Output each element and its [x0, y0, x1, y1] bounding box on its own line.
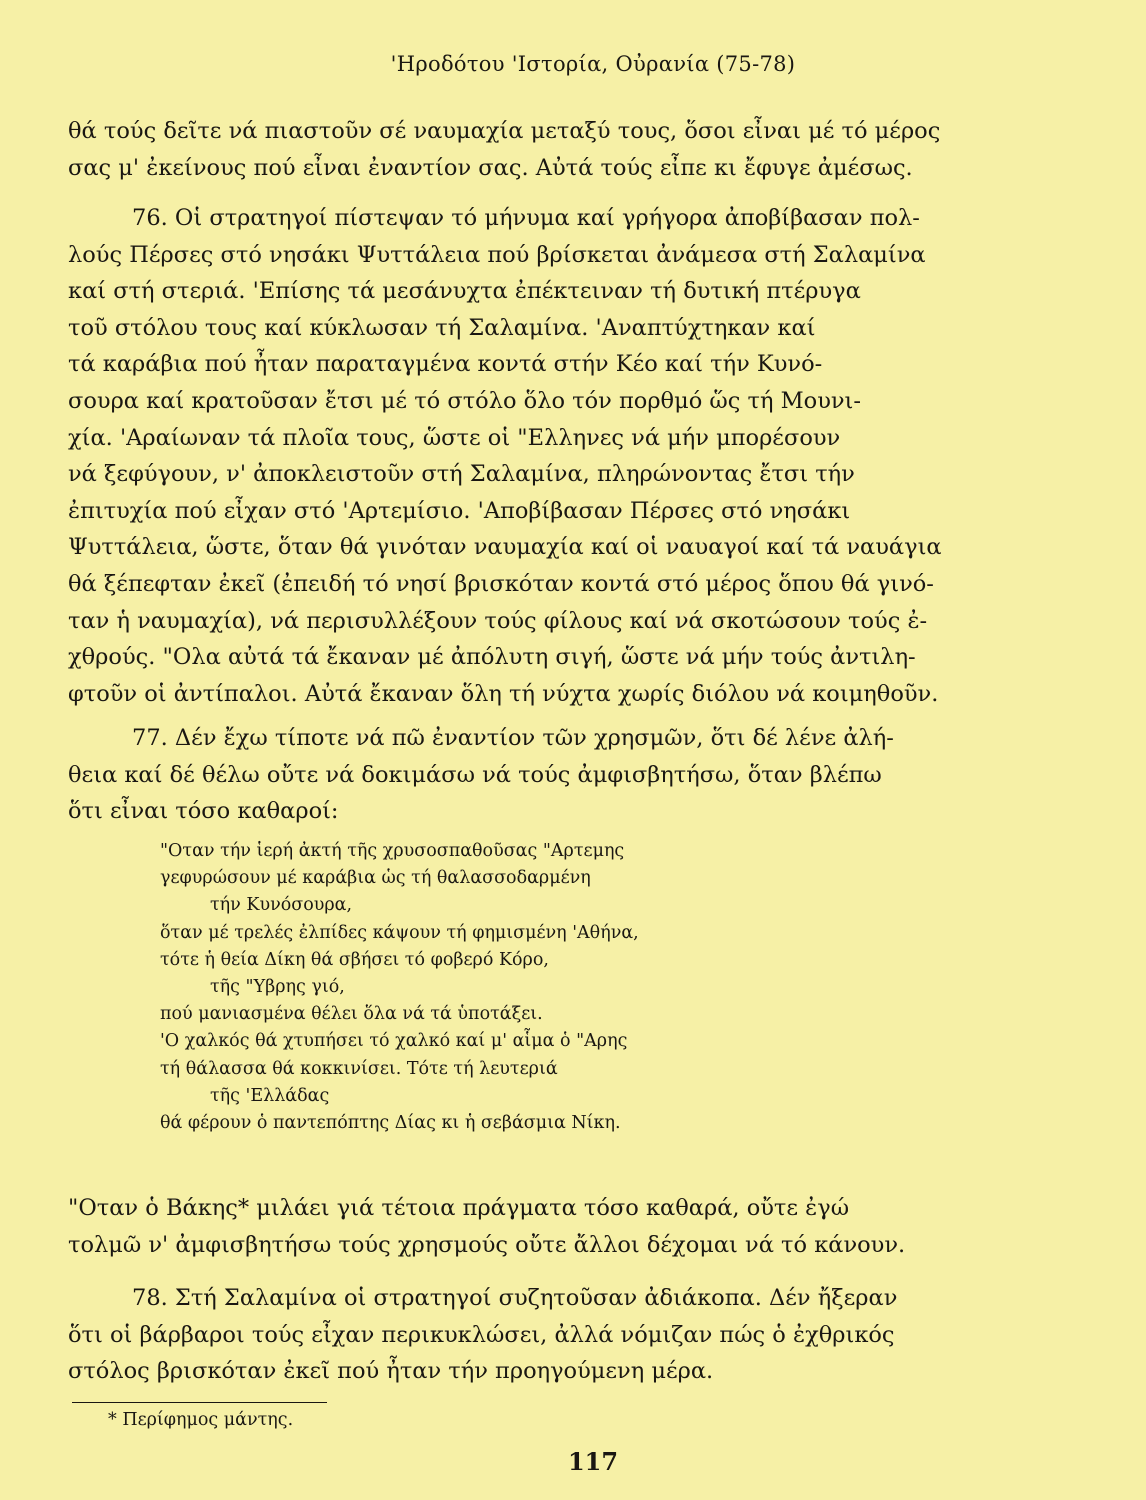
text-line: θεια καί δέ θέλω οὔτε νά δοκιμάσω νά τούς ἀμφισβητήσω, ὅταν βλέπω: [68, 761, 882, 788]
text-line: θά τούς δεῖτε νά πιαστοῦν σέ ναυμαχία μεταξύ τους, ὅσοι εἶναι μέ τό μέρος: [68, 118, 941, 144]
paragraph-78: [68, 1280, 1088, 1390]
paragraph-77: [68, 720, 1088, 830]
verse-line: τή θάλασσα θά κοκκινίσει. Τότε τή λευτεριά: [160, 1058, 558, 1079]
text-line: σας μ' ἐκείνους πού εἶναι ἐναντίον σας. Αὐτά τούς εἶπε κι ἔφυγε ἀμέσως.: [68, 154, 913, 181]
page-number: 117: [567, 1447, 619, 1476]
verse-line: τήν Κυνόσουρα,: [210, 895, 353, 916]
oracle-verse: [160, 838, 1060, 1137]
text-line: ὅτι εἶναι τόσο καθαροί:: [68, 798, 339, 825]
text-line: τοῦ στόλου τους καί κύκλωσαν τή Σαλαμίνα. 'Αναπτύχτηκαν καί: [68, 314, 816, 341]
text-line: καί στή στεριά. 'Επίσης τά μεσάνυχτα ἐπέκτειναν τή δυτική πτέρυγα: [68, 278, 861, 305]
footnote: * Περίφημος μάντης.: [108, 1410, 294, 1430]
text-line: νά ξεφύγουν, ν' ἀποκλειστοῦν στή Σαλαμίνα, πληρώνοντας ἔτσι τήν: [68, 461, 855, 488]
verse-line: γεφυρώσουν μέ καράβια ὡς τή θαλασσοδαρμένη: [160, 868, 591, 889]
text-line: χία. 'Αραίωναν τά πλοῖα τους, ὥστε οἱ "Ελληνες νά μήν μπορέσουν: [68, 424, 841, 451]
text-line: ὅτι οἱ βάρβαροι τούς εἶχαν περικυκλώσει, ἀλλά νόμιζαν πώς ὁ ἐχθρικός: [68, 1321, 895, 1348]
text-line: 76. Οἱ στρατηγοί πίστεψαν τό μήνυμα καί γρήγορα ἀποβίβασαν πολ-: [132, 205, 920, 231]
verse-line: ὅταν μέ τρελές ἐλπίδες κάψουν τή φημισμένη 'Αθήνα,: [160, 922, 639, 943]
text-line: χθρούς. "Ολα αὐτά τά ἔκαναν μέ ἀπόλυτη σιγή, ὥστε νά μήν τούς ἀντιλη-: [68, 644, 916, 671]
text-line: ταν ἡ ναυμαχία), νά περισυλλέξουν τούς φίλους καί νά σκοτώσουν τούς ἐ-: [68, 607, 928, 634]
text-line: 78. Στή Σαλαμίνα οἱ στρατηγοί συζητοῦσαν ἀδιάκοπα. Δέν ἤξεραν: [132, 1285, 898, 1311]
text-line: λούς Πέρσες στό νησάκι Ψυττάλεια πού βρίσκεται ἀνάμεσα στή Σαλαμίνα: [68, 241, 926, 268]
text-line: Ψυττάλεια, ὥστε, ὅταν θά γινόταν ναυμαχία καί οἱ ναυαγοί καί τά ναυάγια: [68, 534, 942, 561]
verse-line: τῆς "Υβρης γιό,: [210, 977, 345, 998]
paragraph-76: [68, 200, 1088, 712]
paragraph-after-verse: [68, 1190, 1088, 1263]
text-line: τολμῶ ν' ἀμφισβητήσω τούς χρησμούς οὔτε ἄλλοι δέχομαι νά τό κάνουν.: [68, 1231, 906, 1258]
paragraph-continuation: [68, 113, 1088, 186]
verse-line: "Οταν τήν ἱερή ἀκτή τῆς χρυσοσπαθοῦσας "Αρτεμης: [160, 841, 625, 861]
text-line: σουρα καί κρατοῦσαν ἔτσι μέ τό στόλο ὅλο τόν πορθμό ὥς τή Μουνι-: [68, 387, 861, 414]
text-line: 77. Δέν ἔχω τίποτε νά πῶ ἐναντίον τῶν χρησμῶν, ὅτι δέ λένε ἀλή-: [132, 725, 894, 751]
text-line: "Οταν ὁ Βάκης* μιλάει γιά τέτοια πράγματα τόσο καθαρά, οὔτε ἐγώ: [68, 1195, 850, 1221]
text-line: φτοῦν οἱ ἀντίπαλοι. Αὐτά ἔκαναν ὅλη τή νύχτα χωρίς διόλου νά κοιμηθοῦν.: [68, 680, 939, 707]
verse-line: τότε ἡ θεία Δίκη θά σβήσει τό φοβερό Κόρο,: [160, 949, 549, 970]
text-line: θά ξέπεφταν ἐκεῖ (ἐπειδή τό νησί βρισκόταν κοντά στό μέρος ὅπου θά γινό-: [68, 570, 934, 597]
verse-line: πού μανιασμένα θέλει ὅλα νά τά ὑποτάξει.: [160, 1004, 543, 1025]
verse-line: θά φέρουν ὁ παντεπόπτης Δίας κι ἡ σεβάσμια Νίκη.: [160, 1113, 621, 1134]
text-line: τά καράβια πού ἦταν παραταγμένα κοντά στήν Κέο καί τήν Κυνό-: [68, 351, 823, 378]
verse-line: 'Ο χαλκός θά χτυπήσει τό χαλκό καί μ' αἷμα ὁ "Αρης: [160, 1031, 628, 1052]
footnote-divider: [72, 1402, 327, 1403]
running-header: 'Ηροδότου 'Ιστορία, Οὐρανία (75-78): [390, 52, 796, 76]
verse-line: τῆς 'Ελλάδας: [210, 1085, 330, 1106]
text-line: στόλος βρισκόταν ἐκεῖ πού ἦταν τήν προηγούμενη μέρα.: [68, 1358, 714, 1385]
text-line: ἐπιτυχία πού εἶχαν στό 'Αρτεμίσιο. 'Αποβίβασαν Πέρσες στό νησάκι: [68, 497, 851, 524]
